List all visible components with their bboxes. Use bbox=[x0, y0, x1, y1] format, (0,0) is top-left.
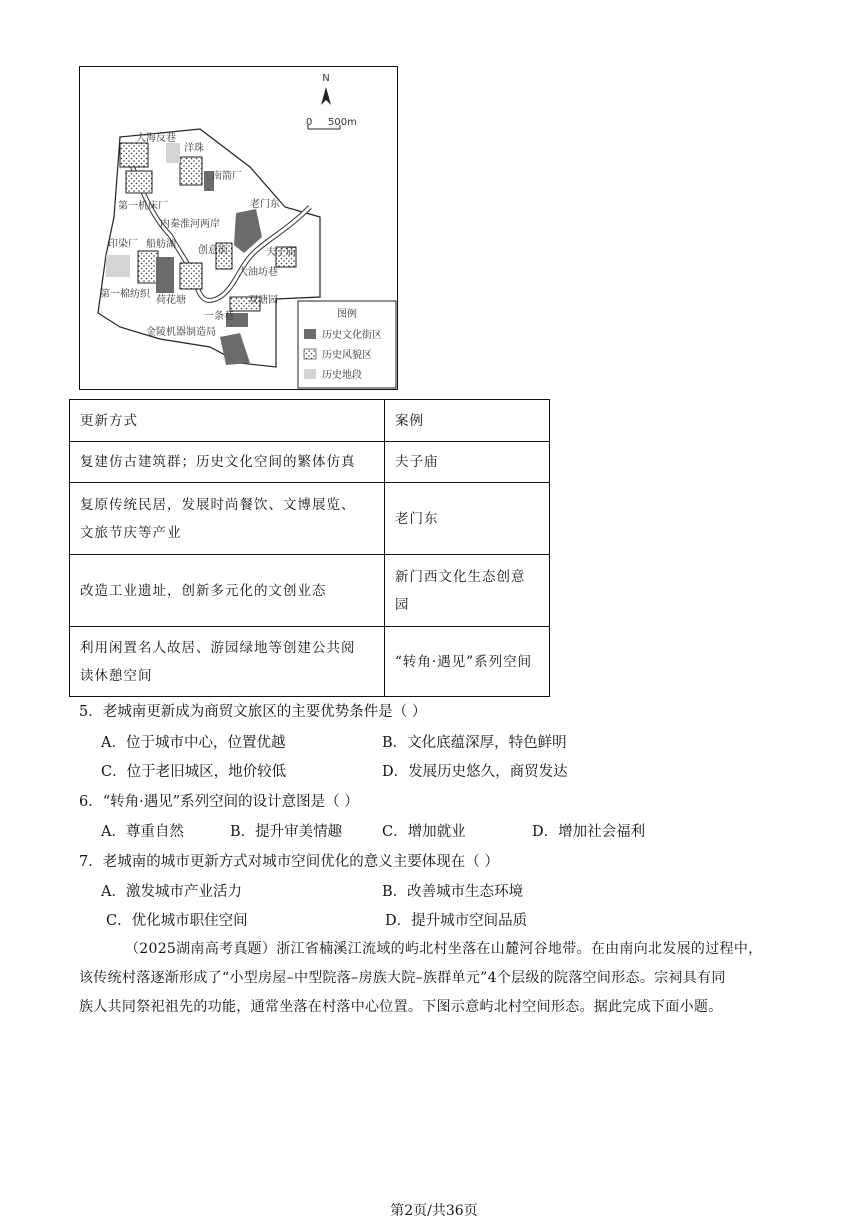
passage-line-2: 该传统村落逐渐形成了“小型房屋–中型院落–房族大院–族群单元”4个层级的院落空间形态。宗祠具有同 bbox=[79, 970, 726, 986]
table-cell-method bbox=[70, 483, 385, 555]
scale-length: 500m bbox=[328, 117, 357, 128]
label-diyijichuang: 第一机床厂 bbox=[118, 201, 168, 212]
label-dahaifang: 大海反巷 bbox=[136, 133, 176, 144]
table-row bbox=[70, 483, 550, 555]
question-7-option-c[interactable]: C．优化城市职住空间 bbox=[106, 913, 248, 929]
district-dotted-4 bbox=[138, 251, 158, 283]
table-cell-method bbox=[70, 627, 385, 697]
label-shuangtang: 双塘园 bbox=[248, 295, 278, 306]
question-7-option-b[interactable]: B．改善城市生态环境 bbox=[382, 884, 524, 900]
label-fuzimiao: 夫子庙 bbox=[266, 247, 296, 258]
district-dotted-2 bbox=[126, 171, 152, 193]
legend-title: 图例 bbox=[337, 309, 357, 320]
question-6-option-b[interactable]: B．提升审美情趣 bbox=[230, 824, 343, 840]
table-header-row bbox=[70, 400, 550, 442]
question-7-option-d[interactable]: D．提升城市空间品质 bbox=[385, 913, 528, 929]
question-5-option-d[interactable]: D．发展历史悠久，商贸发达 bbox=[382, 764, 568, 780]
question-6-option-c[interactable]: C．增加就业 bbox=[382, 824, 466, 840]
table-cell-line: 利用闲置名人故居、游园绿地等创建公共阅 bbox=[80, 639, 356, 656]
district-dotted-3 bbox=[180, 157, 202, 185]
label-chuanggao: 创意街 bbox=[198, 245, 228, 256]
passage bbox=[79, 935, 794, 1022]
north-label: N bbox=[322, 73, 330, 84]
table-header-case: 案例 bbox=[385, 400, 550, 442]
question-6-stem: 6．“转角·遇见”系列空间的设计意图是（ ） bbox=[79, 794, 359, 810]
label-dazhangfang: 大油坊巷 bbox=[238, 267, 278, 278]
label-yitiaoxiang: 一条巷 bbox=[204, 311, 234, 322]
table-header-method: 更新方式 bbox=[70, 400, 385, 442]
district-light-1 bbox=[166, 143, 180, 163]
label-diyimian: 第一棉纺织 bbox=[100, 289, 150, 300]
district-dotted-1 bbox=[120, 143, 148, 167]
district-dark-5 bbox=[220, 333, 250, 365]
district-dotted-5 bbox=[180, 263, 202, 289]
table-cell-case: 夫子庙 bbox=[385, 442, 550, 483]
question-5-option-b[interactable]: B．文化底蕴深厚，特色鲜明 bbox=[382, 735, 567, 751]
legend-swatch-dark bbox=[304, 329, 316, 339]
table-cell-case bbox=[385, 555, 550, 627]
district-light-2 bbox=[106, 255, 130, 277]
question-5-option-a[interactable]: A．位于城市中心，位置优越 bbox=[101, 735, 286, 751]
label-neiqinhuai: 内秦淮河两岸 bbox=[160, 219, 220, 230]
legend-swatch-dotted bbox=[304, 349, 316, 359]
table-row bbox=[70, 627, 550, 697]
question-6-option-d[interactable]: D．增加社会福利 bbox=[532, 824, 646, 840]
north-arrow-icon bbox=[321, 73, 331, 105]
table-cell-case: “转角·遇见”系列空间 bbox=[385, 627, 550, 697]
legend-label-3: 历史地段 bbox=[322, 370, 362, 381]
scale-bar bbox=[306, 117, 357, 129]
legend-label-2: 历史风貌区 bbox=[322, 350, 372, 361]
table-cell-line: 新门西文化生态创意 bbox=[395, 568, 526, 585]
city-map-svg bbox=[80, 67, 397, 389]
legend-swatch-light bbox=[304, 369, 316, 379]
passage-line-3: 族人共同祭祀祖先的功能，通常坐落在村落中心位置。下图示意屿北村空间形态。据此完成下面小题。 bbox=[79, 999, 723, 1015]
label-nancao: 南箭厂 bbox=[212, 171, 242, 182]
question-6-option-a[interactable]: A．尊重自然 bbox=[101, 824, 184, 840]
question-5-option-c[interactable]: C．位于老旧城区，地价较低 bbox=[101, 764, 287, 780]
renewal-methods-table bbox=[69, 399, 550, 697]
label-laomendong: 老门东 bbox=[250, 199, 280, 210]
table-cell-case: 老门东 bbox=[385, 483, 550, 555]
table-row bbox=[70, 442, 550, 483]
legend-label-1: 历史文化街区 bbox=[322, 330, 382, 341]
label-yangjiao: 洋珠 bbox=[184, 143, 204, 154]
question-7-stem: 7．老城南的城市更新方式对城市空间优化的意义主要体现在（ ） bbox=[79, 854, 499, 870]
table-cell-line: 园 bbox=[395, 596, 410, 613]
question-5-stem: 5．老城南更新成为商贸文旅区的主要优势条件是（ ） bbox=[79, 704, 427, 720]
table-cell-method: 复建仿古建筑群；历史文化空间的繁体仿真 bbox=[70, 442, 385, 483]
passage-line-1: （2025湖南高考真题）浙江省楠溪江流域的屿北村坐落在山麓河谷地带。在由南向北发展的过程中， bbox=[125, 941, 763, 957]
table-row bbox=[70, 555, 550, 627]
label-chuanxiuhu: 船舫湖 bbox=[146, 239, 176, 250]
map-legend bbox=[298, 301, 396, 388]
city-map-figure bbox=[79, 66, 398, 390]
district-dark-3 bbox=[156, 257, 174, 293]
table-cell-line: 文旅节庆等产业 bbox=[80, 524, 182, 541]
question-7-option-a[interactable]: A．激发城市产业活力 bbox=[101, 884, 242, 900]
table-cell-method: 改造工业遗址，创新多元化的文创业态 bbox=[70, 555, 385, 627]
label-yinchang: 印染厂 bbox=[108, 239, 138, 250]
page-number: 第2页/共36页 bbox=[390, 1203, 478, 1219]
table-cell-line: 复原传统民居，发展时尚餐饮、文博展览、 bbox=[80, 496, 356, 513]
label-heehua: 荷花塘 bbox=[156, 295, 186, 306]
table-cell-line: 读休憩空间 bbox=[80, 667, 153, 684]
scale-zero: 0 bbox=[306, 117, 313, 128]
label-jinling: 金陵机器制造局 bbox=[146, 327, 216, 338]
